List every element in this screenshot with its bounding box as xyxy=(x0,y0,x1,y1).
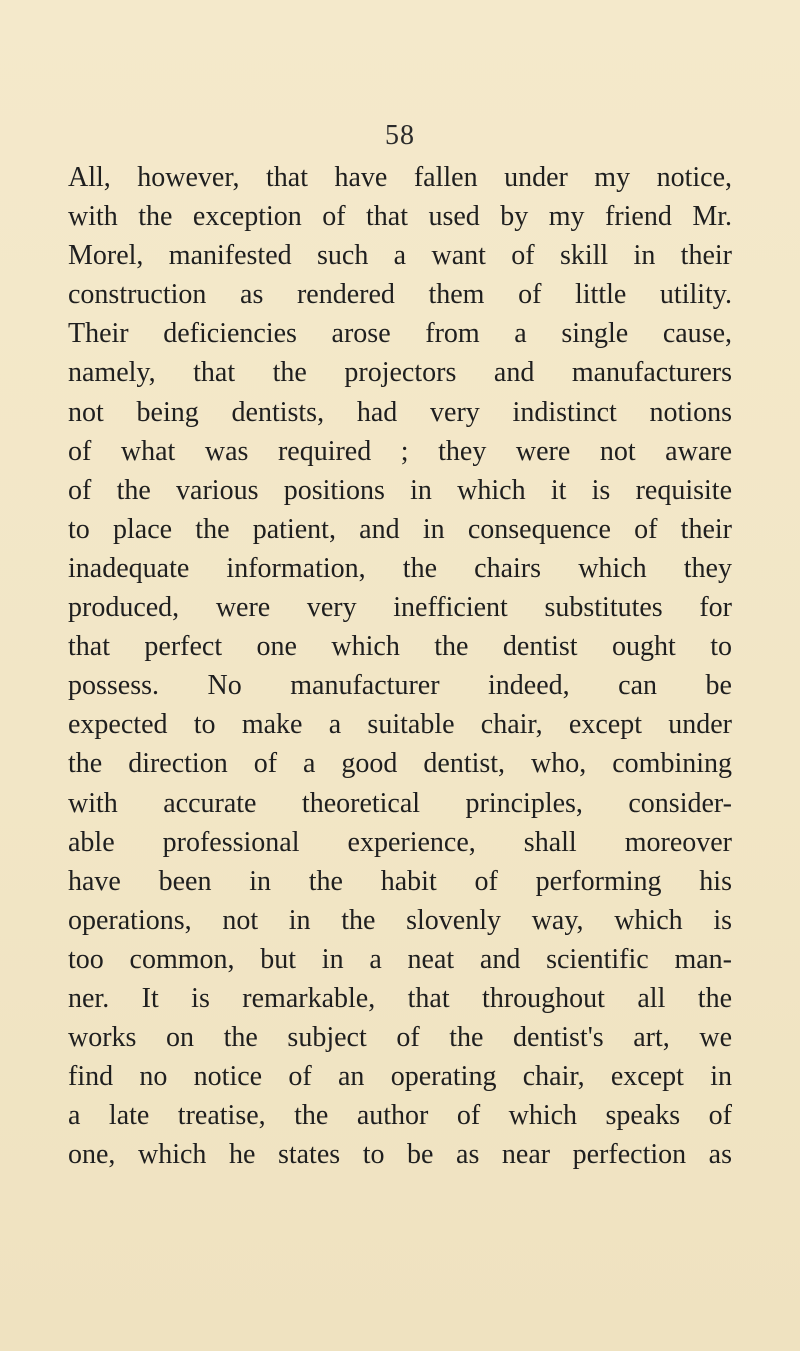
text-line: All, however, that have fallen under my notice, xyxy=(68,162,732,193)
text-line: too common, but in a neat and scientific man- xyxy=(68,943,732,975)
page-number: 58 xyxy=(385,120,415,151)
text-line: construction as rendered them of little utility. xyxy=(68,279,732,311)
text-line: of the various positions in which it is requisite xyxy=(68,474,732,506)
text-line: expected to make a suitable chair, except under xyxy=(68,709,732,741)
text-line: to place the patient, and in consequence of their xyxy=(68,513,732,545)
text-line: produced, were very inefficient substitutes for xyxy=(68,592,732,624)
text-line: namely, that the projectors and manufacturers xyxy=(68,357,732,389)
text-line: have been in the habit of performing his xyxy=(68,865,732,897)
body-text xyxy=(68,158,732,1174)
text-line: Morel, manifested such a want of skill in their xyxy=(68,240,732,272)
text-line: with the exception of that used by my friend Mr. xyxy=(68,201,732,233)
text-line: inadequate information, the chairs which they xyxy=(68,552,732,584)
text-line: Their deficiencies arose from a single cause, xyxy=(68,318,732,350)
text-line: not being dentists, had very indistinct notions xyxy=(68,396,732,428)
text-line: that perfect one which the dentist ought to xyxy=(68,631,732,663)
text-line: ner. It is remarkable, that throughout all the xyxy=(68,982,732,1014)
text-line: possess. No manufacturer indeed, can be xyxy=(68,670,732,702)
text-line: with accurate theoretical principles, consider- xyxy=(68,787,732,819)
text-line: find no notice of an operating chair, except in xyxy=(68,1061,732,1093)
text-line: the direction of a good dentist, who, combining xyxy=(68,748,732,780)
text-line: works on the subject of the dentist's art, we xyxy=(68,1022,732,1054)
text-line: one, which he states to be as near perfection as xyxy=(68,1139,732,1171)
text-line: operations, not in the slovenly way, which is xyxy=(68,904,732,936)
text-line: able professional experience, shall moreover xyxy=(68,826,732,858)
text-line: a late treatise, the author of which speaks of xyxy=(68,1100,732,1132)
text-line: of what was required ; they were not aware xyxy=(68,435,732,467)
